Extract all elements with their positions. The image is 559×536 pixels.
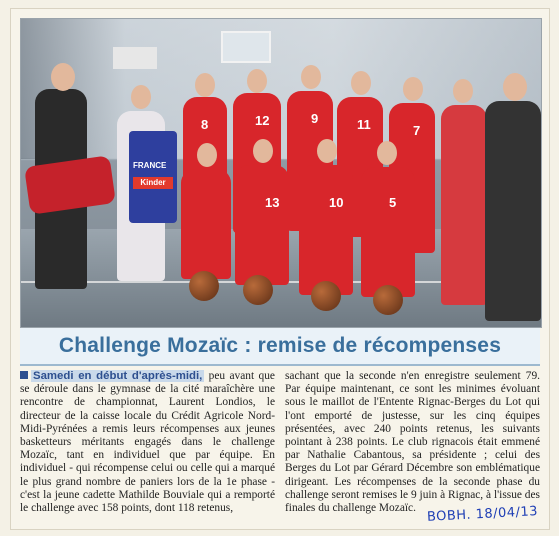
article-text-1: peu avant que se déroule dans le gymnase de la cité maraîchère une rencontre de championnat, Laurent Londios, le directeur de la caisse locale du Crédit Agricole Nord-Midi-Pyrénées a remis leurs récompenses aux jeunes basketteurs méritants engagés dans le challenge Mozaïc, tant en individuel que par équipe. En individuel - qui récompense celui ou celle qui a marqué le plus grand nombre de paniers lors de la 1e phase - c'est la jeune cadette Mathilde Bouviale qui a remporté le challenge avec 158 points, dont 118 retenus, [20,370,275,515]
jersey-number: 7 [413,123,421,138]
player-front-3 [299,165,353,295]
adult-left-head [51,63,75,91]
woman-head [131,85,151,109]
article-paragraph-1 [20,370,275,515]
basketball [311,281,341,311]
basketball [189,271,219,301]
player-head [317,139,337,163]
jersey-number: 12 [255,113,270,128]
article-column-1 [20,370,275,528]
handwritten-date-stamp: BOBH. 18/04/13 [426,504,539,525]
jersey-number: 5 [389,195,397,210]
jersey-text-france: FRANCE [133,161,167,170]
article-lead: Samedi en début d'après-midi, [33,370,203,382]
adult-right-head [503,73,527,101]
jersey-number: 13 [265,195,280,210]
adult-red-head [453,79,473,103]
player-head [301,65,321,89]
player-head [351,71,371,95]
basketball [373,285,403,315]
article-headline: Challenge Mozaïc : remise de récompenses [20,328,540,364]
red-sports-bag [24,155,116,215]
wall-banner [113,47,157,69]
jersey-number: 8 [201,117,209,132]
basketball-hoop [221,31,271,63]
newspaper-clipping [10,8,550,530]
player-head [253,139,273,163]
team-photo [20,18,542,328]
article-column-2 [285,370,540,528]
adult-right [485,101,541,321]
player-head [377,141,397,165]
adult-red-shirt [441,105,487,305]
player-front-2 [235,165,289,285]
player-head [247,69,267,93]
jersey-number: 11 [357,117,371,132]
article-body [20,370,540,528]
player-head [197,143,217,167]
jersey-text-kinder: Kinder [133,177,173,189]
article-text-2: sachant que la seconde n'en enregistre seulement 79. Par équipe maintenant, ce sont les minimes évoluant sous le maillot de l'Entente Rignac-Berges du Lot qui l'ont emporté de justesse, sur les cinq équipes présentées, avec 240 points retenus, les suivants pointant à 238 points. Le club rignacois était emmené par Nathalie Cabantous, sa présidente ; celui des Berges du Lot par Gérard Décembre son emblématique dirigeant. Les récompenses de la seconde phase du challenge seront remises le 9 juin à Rignac, à l'issue des finales du challenge Mozaïc. [285,370,540,515]
jersey-number: 10 [329,195,344,210]
player-front-1 [181,169,231,279]
basketball [243,275,273,305]
player-front-4 [361,167,415,297]
player-head [195,73,215,97]
player-head [403,77,423,101]
square-bullet-icon [20,371,28,379]
headline-rule [20,364,540,366]
jersey-number: 9 [311,111,319,126]
blue-jersey [129,131,177,223]
